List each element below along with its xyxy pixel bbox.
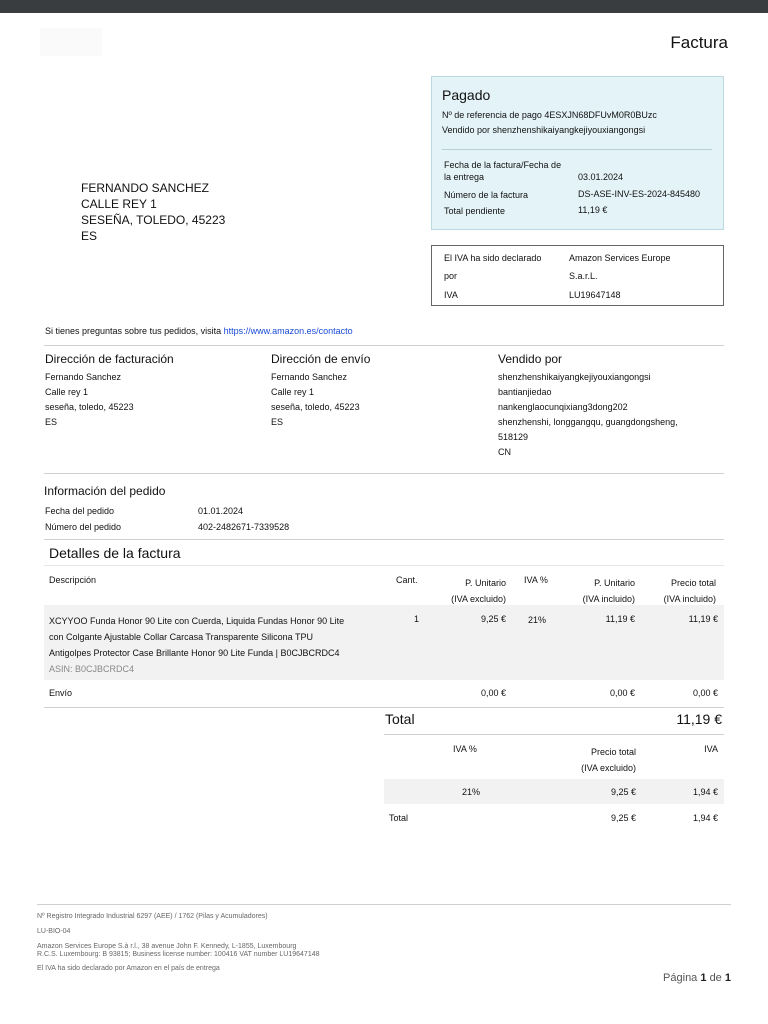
order-date: 01.01.2024 <box>198 506 244 516</box>
vat-summary-total-label: Total <box>389 813 409 823</box>
col-unit-price-excl: P. Unitario (IVA excluido) <box>451 578 506 604</box>
item-quantity: 1 <box>414 614 420 624</box>
item-unit-price-excl: 9,25 € <box>480 614 506 624</box>
payment-status-box <box>431 76 724 230</box>
invoice-date-label: Fecha de la factura/Fecha de la entrega <box>444 160 562 182</box>
vat-declared-by: Amazon Services Europe S.a.r.L. <box>569 253 671 281</box>
col-quantity: Cant. <box>396 575 418 585</box>
divider <box>44 345 724 346</box>
total-due-label: Total pendiente <box>444 206 506 216</box>
table-row-item <box>44 605 724 680</box>
divider <box>44 539 724 540</box>
vat-summary-tax: 1,94 € <box>692 787 718 797</box>
item-unit-price-incl: 11,19 € <box>605 614 635 624</box>
grand-total-value: 11,19 € <box>676 711 722 727</box>
item-asin: ASIN: B0CJBCRDC4 <box>49 664 135 674</box>
vat-summary-total-tax: 1,94 € <box>692 813 718 823</box>
divider <box>384 734 724 735</box>
footer-code: LU-BIO-04 <box>37 928 71 935</box>
divider <box>44 707 724 708</box>
shipping-unit-price-excl: 0,00 € <box>480 688 506 698</box>
vat-summary-col-tax: IVA <box>704 744 718 754</box>
vat-summary-total-net: 9,25 € <box>610 813 636 823</box>
order-number-label: Número del pedido <box>45 522 122 532</box>
vat-label: IVA <box>444 290 458 300</box>
invoice-number: DS-ASE-INV-ES-2024-845480 <box>578 189 701 199</box>
seller-address: Vendido por shenzhenshikaiyangkejiyouxiangongsi bantianjiedao nankenglaocunqixiang3dong202 shenzhenshi, longgangqu, guangdongsheng, 518129 CN <box>498 352 678 457</box>
col-description: Descripción <box>49 575 97 585</box>
vat-declared-label: El IVA ha sido declarado por <box>444 253 542 281</box>
vat-summary-rate: 21% <box>462 787 481 797</box>
vat-summary-row <box>384 779 724 804</box>
vat-number: LU19647148 <box>569 290 621 300</box>
details-heading: Detalles de la factura <box>49 545 181 561</box>
invoice-date: 03.01.2024 <box>578 172 624 182</box>
billing-heading: Dirección de facturación <box>45 352 174 366</box>
top-bar <box>0 0 768 13</box>
col-unit-price-incl: P. Unitario (IVA incluido) <box>582 578 635 604</box>
customer-address: FERNANDO SANCHEZ CALLE REY 1 SESEÑA, TOLEDO, 45223 ES <box>81 181 226 243</box>
footer-registration: R.C.S. Luxembourg: B 93815; Business license number: 100416 VAT number LU19647148 <box>37 951 320 958</box>
shipping-address: Dirección de envío Fernando Sanchez Calle rey 1 seseña, toledo, 45223 ES <box>271 352 371 427</box>
item-total-price: 11,19 € <box>688 614 718 624</box>
footer-company: Amazon Services Europe S.à r.l., 38 avenue John F. Kennedy, L-1855, Luxembourg <box>37 943 297 950</box>
document-title: Factura <box>670 33 728 52</box>
order-info-heading: Información del pedido <box>44 484 166 498</box>
shipping-total-price: 0,00 € <box>692 688 718 698</box>
page-indicator: Página 1 de 1 <box>663 972 731 984</box>
divider <box>44 473 724 474</box>
col-vat-percent: IVA % <box>524 575 548 585</box>
item-description: XCYYOO Funda Honor 90 Lite con Cuerda, Liquida Fundas Honor 90 Lite con Colgante Ajustable Collar Carcasa Transparente Silicona TPU Antigolpes Protector Case Brillante Honor 90 Lite Funda | B0CJBCRDC4 ASIN: B0CJBCRDC4 <box>49 613 344 677</box>
divider <box>37 904 731 905</box>
shipping-unit-price-incl: 0,00 € <box>609 688 635 698</box>
shipping-heading: Dirección de envío <box>271 352 371 366</box>
footer-registry: Nº Registro Integrado Industrial 6297 (AEE) / 1762 (Pilas y Acumuladores) <box>37 913 268 920</box>
divider <box>442 149 712 150</box>
logo-placeholder <box>40 28 102 56</box>
contact-line: Si tienes preguntas sobre tus pedidos, visita https://www.amazon.es/contacto <box>45 326 353 336</box>
contact-link[interactable]: https://www.amazon.es/contacto <box>223 326 353 336</box>
vat-declaration-box <box>431 245 724 306</box>
order-date-label: Fecha del pedido <box>45 506 115 516</box>
payment-status: Pagado <box>442 87 491 103</box>
vat-summary-col-vat: IVA % <box>453 744 477 754</box>
grand-total-label: Total <box>385 711 415 727</box>
sold-by-line: Vendido por shenzhenshikaiyangkejiyouxiangongsi <box>442 125 646 135</box>
footer-vat-note: El IVA ha sido declarado por Amazon en el país de entrega <box>37 965 220 972</box>
vat-summary-col-net: Precio total (IVA excluido) <box>581 747 636 773</box>
billing-address: Dirección de facturación Fernando Sanchez Calle rey 1 seseña, toledo, 45223 ES <box>45 352 174 427</box>
shipping-row-label: Envío <box>49 688 73 698</box>
vat-summary-net: 9,25 € <box>610 787 636 797</box>
item-vat: 21% <box>528 615 547 625</box>
total-due: 11,19 € <box>578 205 608 215</box>
col-total-price: Precio total (IVA incluido) <box>663 578 716 604</box>
invoice-number-label: Número de la factura <box>444 190 529 200</box>
order-number: 402-2482671-7339528 <box>198 522 290 532</box>
payment-reference: Nº de referencia de pago 4ESXJN68DFUvM0R0BUzc <box>442 110 657 120</box>
divider <box>44 565 724 566</box>
seller-heading: Vendido por <box>498 352 563 366</box>
